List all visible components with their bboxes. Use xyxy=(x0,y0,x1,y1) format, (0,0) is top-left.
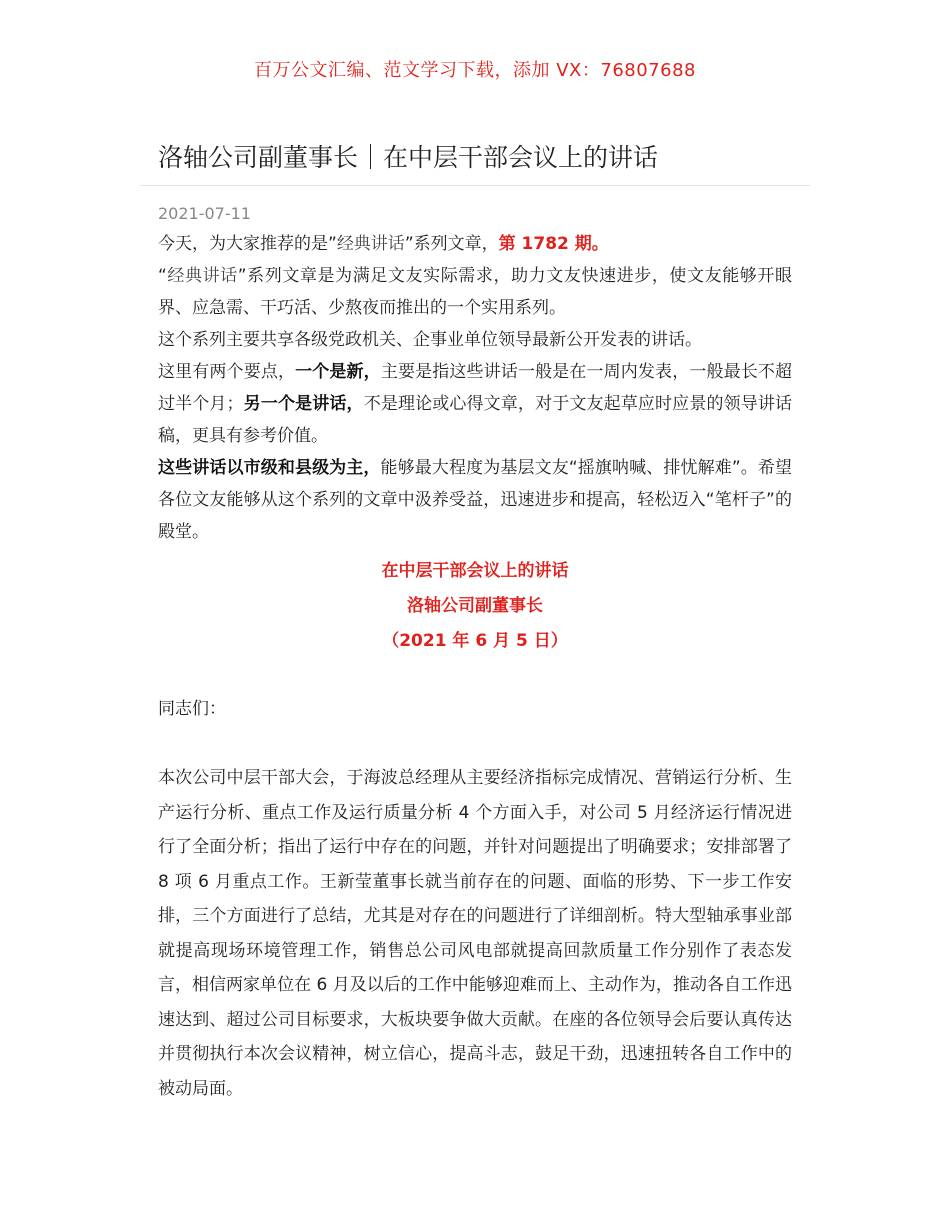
title-divider xyxy=(140,185,810,186)
article-content xyxy=(158,228,792,1106)
intro-p2-rest: ”系列文章是为满足文友实际需求，助力文友快速进步，使文友能够开眼界、应急需、干巧活、少熬夜而推出的一个实用系列。 xyxy=(158,266,792,318)
speech-heading-block xyxy=(158,554,792,659)
intro-paragraph-4 xyxy=(158,356,792,452)
intro-p4-rest: 不是理论或心得文章，对于文友起草应时应景的领导讲话稿，更具有参考价值。 xyxy=(158,394,793,446)
speech-greeting: 同志们： xyxy=(158,699,226,719)
speech-body-paragraph: 本次公司中层干部大会，于海波总经理从主要经济指标完成情况、营销运行分析、生产运行分析、重点工作及运行质量分析 4 个方面入手，对公司 5 月经济运行情况进行了全面分析；指出了运行中存在的问题，并针对问题提出了明确要求；安排部署了 8 项 6 月重点工作。王新莹董事长就当前存在的问题、面临的形势、下一步工作安排，三个方面进行了总结，尤其是对存在的问题进行了详细剖析。特大型轴承事业部就提高现场环境管理工作，销售总公司风电部就提高回款质量工作分别作了表态发言，相信两家单位在 6 月及以后的工作中能够迎难而上、主动作为，推动各自工作迅速达到、超过公司目标要求，大板块要争做大贡献。在座的各位领导会后要认真传达并贯彻执行本次会议精神，树立信心，提高斗志，鼓足干劲，迅速扭转各自工作中的被动局面。 xyxy=(158,768,792,1099)
intro-p4-prefix: 这里有两个要点， xyxy=(158,362,296,382)
intro-paragraph-1 xyxy=(158,228,792,260)
intro-p2-prefix: “ xyxy=(158,266,167,286)
intro-p1-suffix: ”系列文章， xyxy=(404,234,499,254)
publish-date: 2021-07-11 xyxy=(158,204,251,223)
article-title: 洛轴公司副董事长｜在中层干部会议上的讲话 xyxy=(158,143,659,172)
intro-paragraph-2 xyxy=(158,260,792,324)
intro-p5-rest: 能够最大程度为基层文友“摇旗呐喊、排忧解难”。希望各位文友能够从这个系列的文章中汲养受益，迅速进步和提高，轻松迈入“笔杆子”的殿堂。 xyxy=(158,458,792,542)
promo-banner: 百万公文汇编、范文学习下载，添加 VX：76807688 xyxy=(254,60,696,81)
intro-p4-mid: 主要是指这些讲话一般是在一周内发表，一般最长不超过半个月； xyxy=(158,362,793,414)
intro-p1-prefix: 今天，为大家推荐的是” xyxy=(158,234,337,254)
intro-paragraph-5 xyxy=(158,452,792,548)
series-name: 经典讲话 xyxy=(336,234,405,254)
speech-speaker: 洛轴公司副董事长 xyxy=(407,596,543,616)
issue-number: 第 1782 期。 xyxy=(498,234,609,254)
speech-date: （2021 年 6 月 5 日） xyxy=(382,631,568,651)
speech-title: 在中层干部会议上的讲话 xyxy=(381,561,569,581)
key-point-level: 这些讲话以市级和县级为主， xyxy=(158,458,381,478)
intro-paragraph-3: 这个系列主要共享各级党政机关、企事业单位领导最新公开发表的讲话。 xyxy=(158,330,702,350)
key-point-new: 一个是新， xyxy=(295,362,381,382)
key-point-speech: 另一个是讲话， xyxy=(243,394,364,414)
series-name: 经典讲话 xyxy=(166,266,238,286)
